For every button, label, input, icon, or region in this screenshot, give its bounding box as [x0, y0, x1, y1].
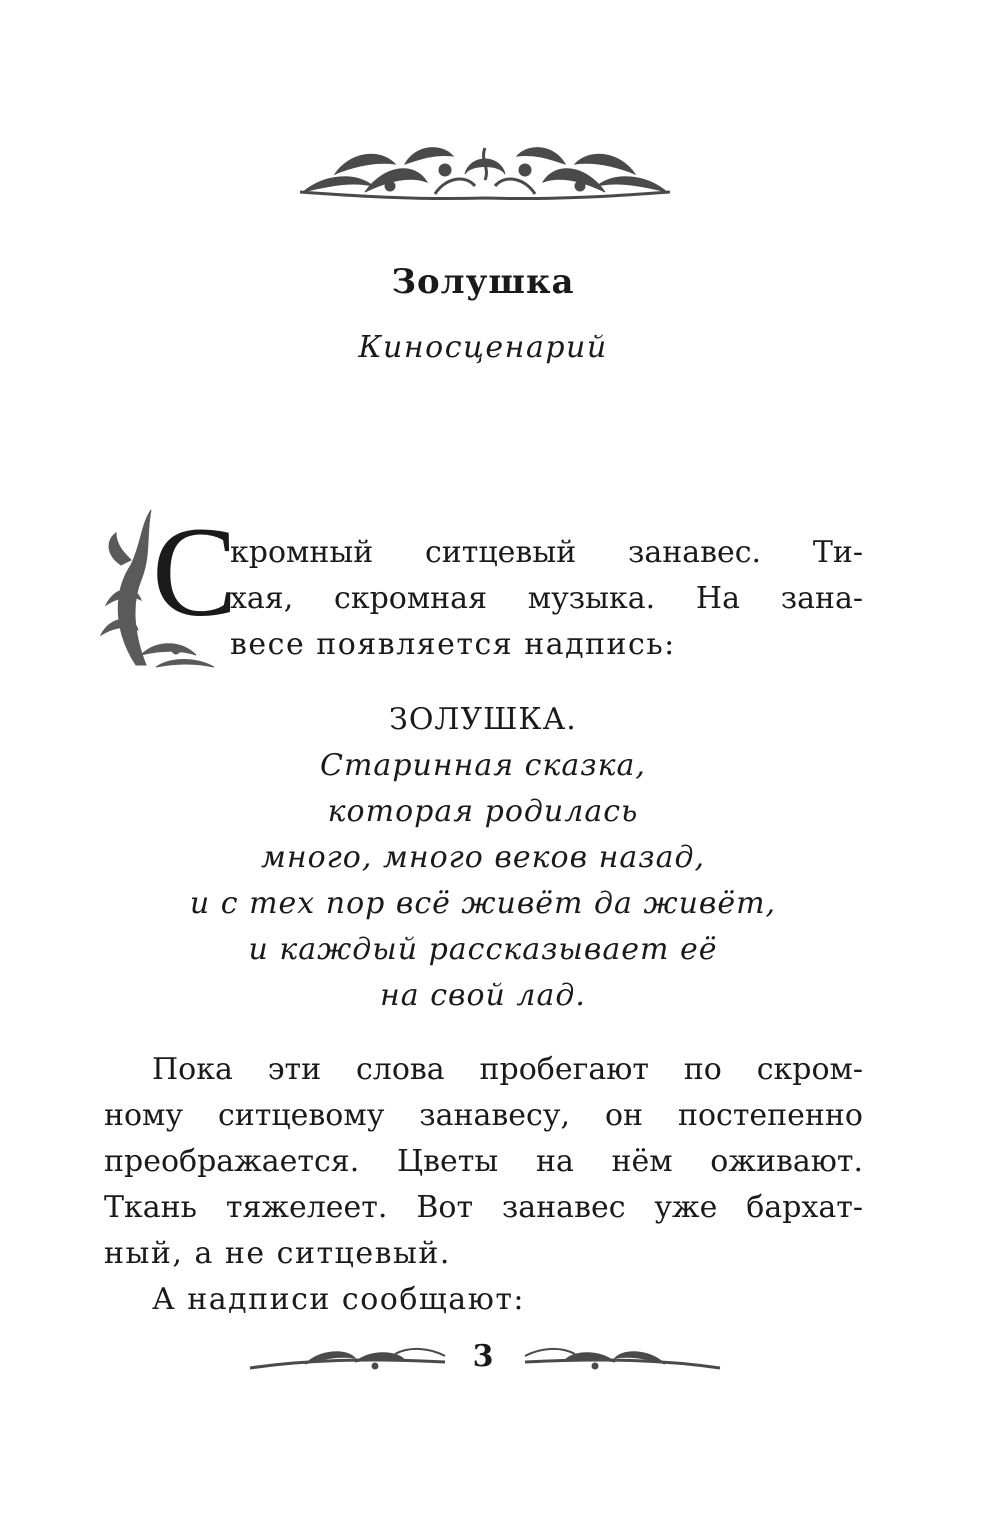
- top-flourish-ornament: [295, 134, 675, 206]
- body-line: преображается. Цветы на нём оживают.: [104, 1144, 863, 1179]
- inscription-line: которая родилась: [327, 794, 639, 829]
- inscription-line: и каждый рассказывает её: [248, 932, 718, 967]
- page-number: 3: [472, 1339, 494, 1374]
- inscription-heading: ЗОЛУШКА.: [389, 702, 577, 737]
- inscription-line: на свой лад.: [380, 978, 586, 1013]
- page-title: Золушка: [391, 262, 575, 302]
- intro-line: хая, скромная музыка. На зана-: [230, 581, 863, 616]
- body-line-last: А надписи сообщают:: [152, 1282, 526, 1317]
- body-line: Ткань тяжелеет. Вот занавес уже бархат-: [104, 1190, 863, 1225]
- inscription-line: много, много веков назад,: [260, 840, 706, 875]
- inscription-line: Старинная сказка,: [320, 748, 646, 783]
- inscription-line: и с тех пор всё живёт да живёт,: [189, 886, 777, 921]
- body-line: Пока эти слова пробегают по скром-: [152, 1052, 863, 1087]
- body-line: ный, а не ситцевый.: [104, 1236, 451, 1271]
- page-subtitle: Киносценарий: [358, 330, 608, 365]
- body-line: ному ситцевому занавесу, он постепенно: [104, 1098, 863, 1133]
- intro-line: весе появляется надпись:: [230, 627, 676, 662]
- intro-line: кромный ситцевый занавес. Ти-: [230, 535, 863, 570]
- drop-cap-letter: С: [152, 501, 238, 643]
